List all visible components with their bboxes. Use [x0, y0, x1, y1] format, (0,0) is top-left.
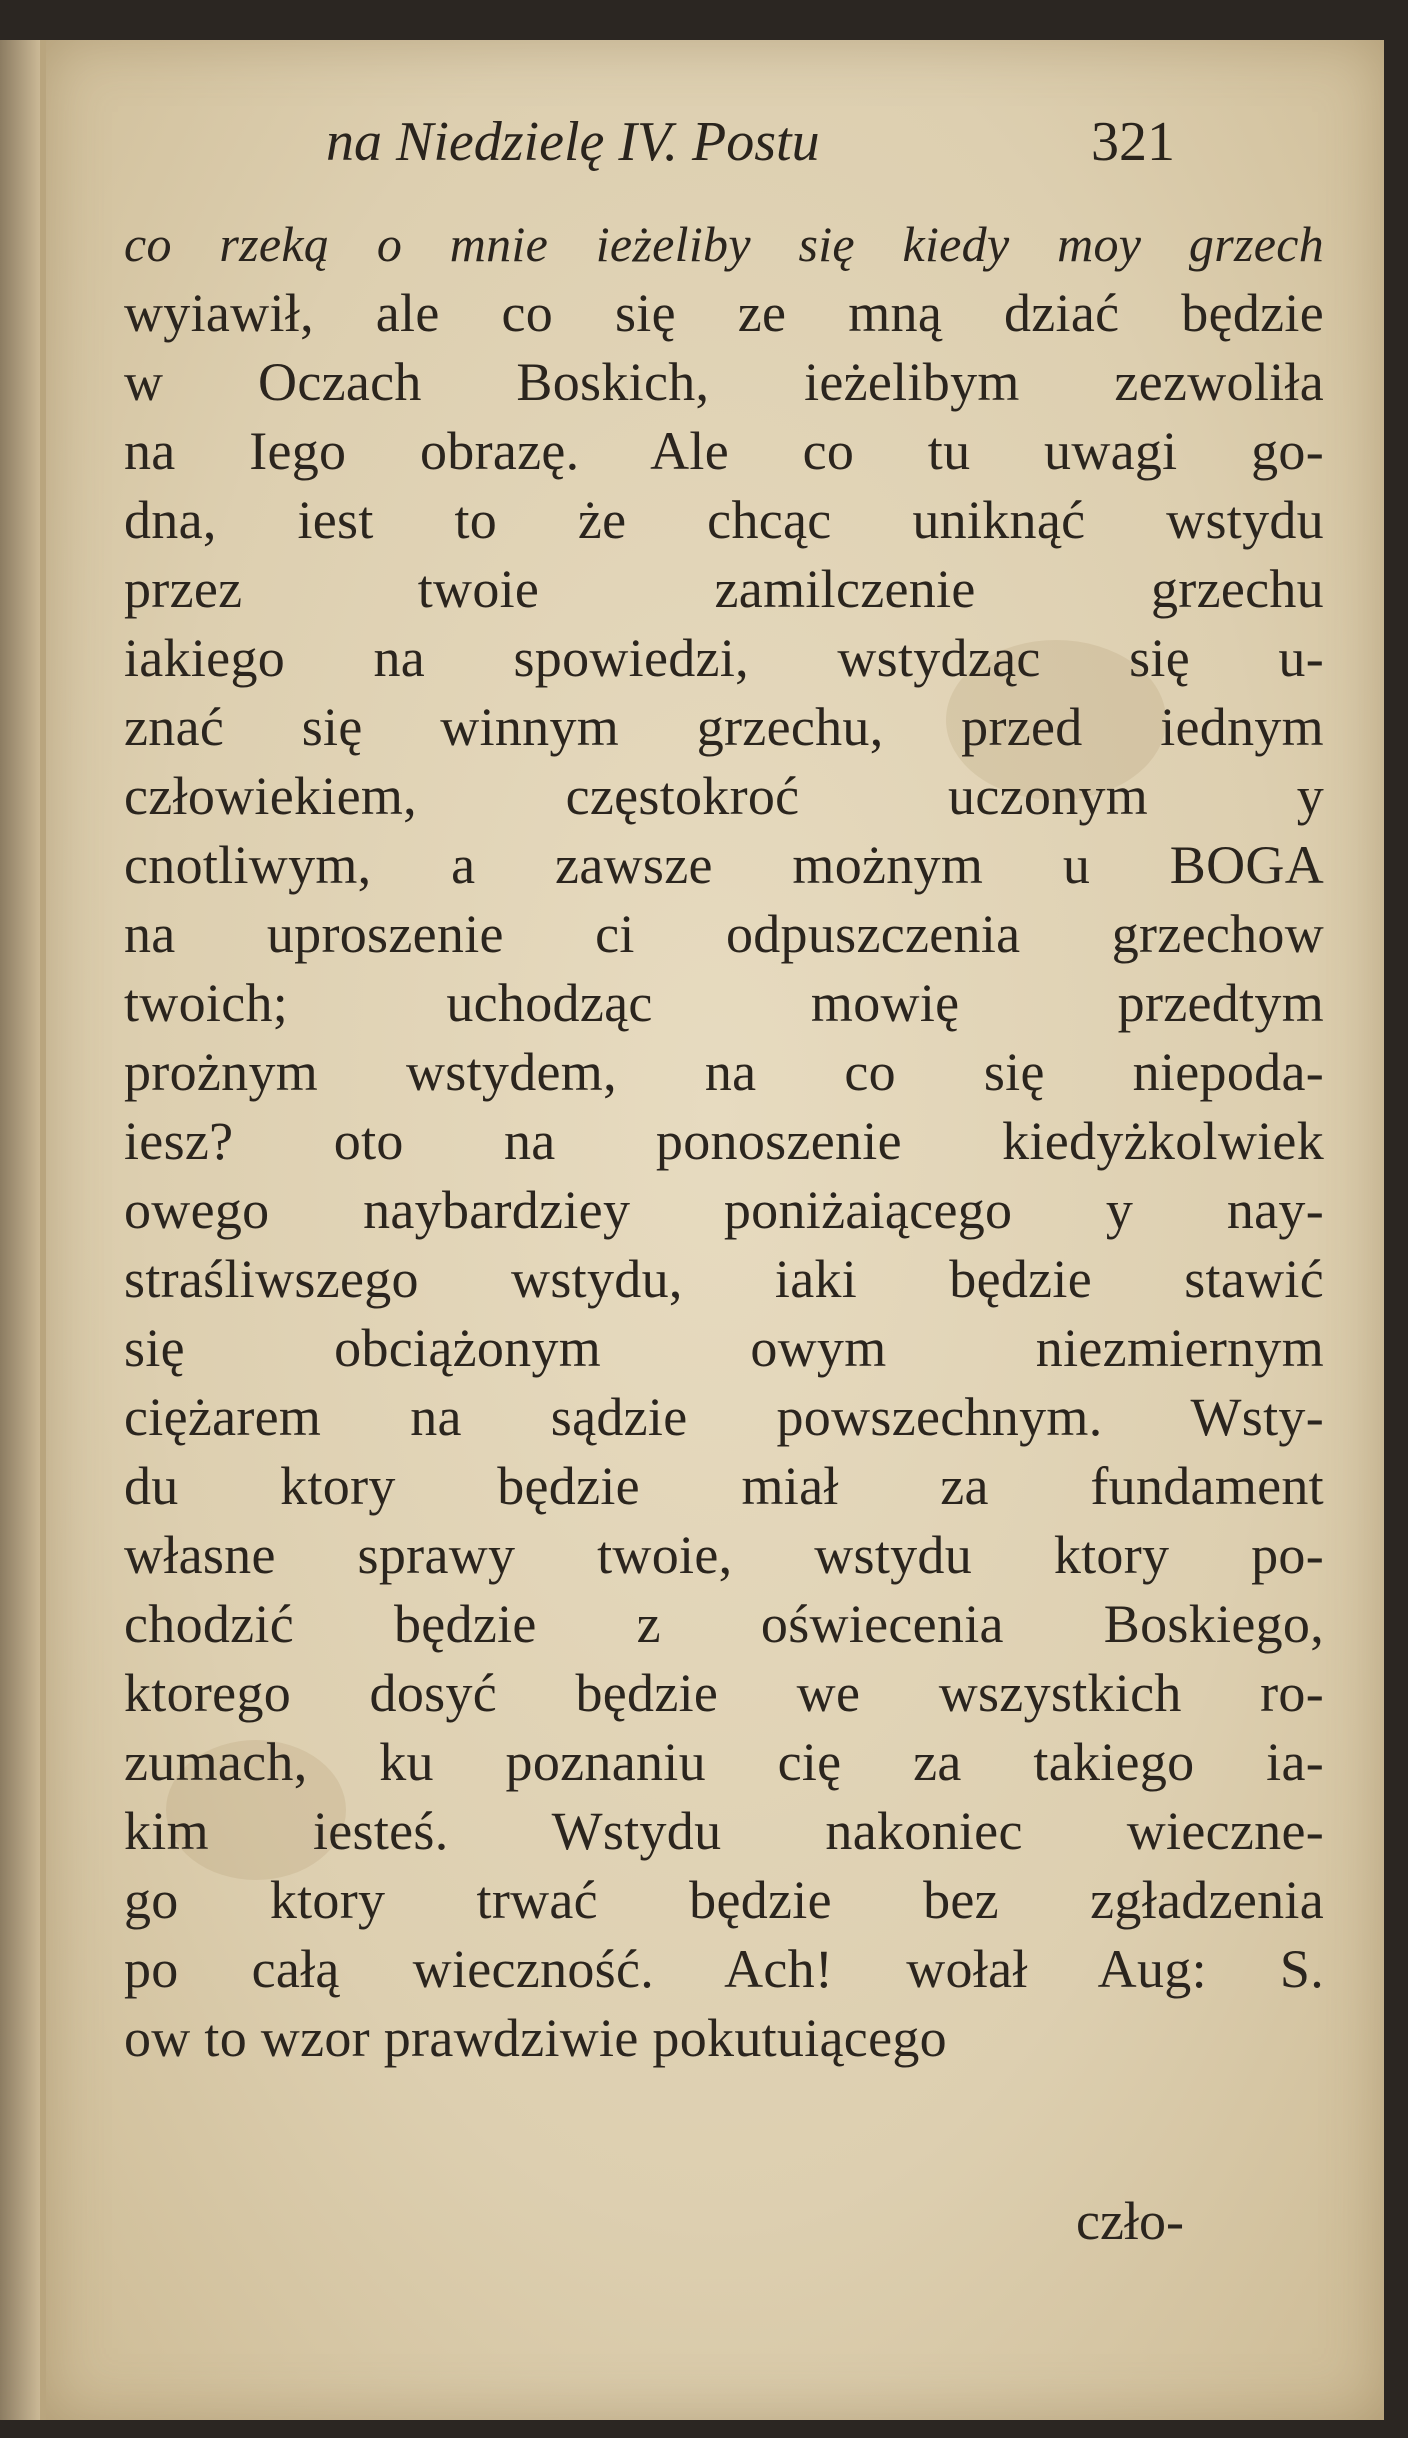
text-line: du ktory będzie miał za fundament	[124, 1456, 1324, 1516]
book-page	[40, 40, 1384, 2420]
text-line: znać się winnym grzechu, przed iednym	[124, 697, 1324, 757]
text-line: iakiego na spowiedzi, wstydząc się u-	[124, 628, 1324, 688]
body-text	[124, 210, 1324, 2073]
text-line: przez twoie zamilczenie grzechu	[124, 559, 1324, 619]
text-line: kim iesteś. Wstydu nakoniec wieczne-	[124, 1801, 1324, 1861]
text-line: w Oczach Boskich, ieżelibym zezwoliła	[124, 352, 1324, 412]
text-line: prożnym wstydem, na co się niepoda-	[124, 1042, 1324, 1102]
text-line: dna, iest to że chcąc uniknąć wstydu	[124, 490, 1324, 550]
text-line: własne sprawy twoie, wstydu ktory po-	[124, 1525, 1324, 1585]
running-head	[46, 110, 1384, 190]
text-line: ktorego dosyć będzie we wszystkich ro-	[124, 1663, 1324, 1723]
text-line: na uproszenie ci odpuszczenia grzechow	[124, 904, 1324, 964]
book-gutter	[0, 40, 40, 2420]
text-line: na Iego obrazę. Ale co tu uwagi go-	[124, 421, 1324, 481]
page-number: 321	[1091, 111, 1175, 173]
text-line: owego naybardziey poniżaiącego y nay-	[124, 1180, 1324, 1240]
text-line: iesz? oto na ponoszenie kiedyżkolwiek	[124, 1111, 1324, 1171]
text-line: zumach, ku poznaniu cię za takiego ia-	[124, 1732, 1324, 1792]
text-line: straśliwszego wstydu, iaki będzie stawić	[124, 1249, 1324, 1309]
text-line: wyiawił, ale co się ze mną dziać będzie	[124, 283, 1324, 343]
text-line: chodzić będzie z oświecenia Boskiego,	[124, 1594, 1324, 1654]
text-line: ciężarem na sądzie powszechnym. Wsty-	[124, 1387, 1324, 1447]
text-line: co rzeką o mnie ieżeliby się kiedy moy grzech	[124, 216, 1324, 272]
text-line: ow to wzor prawdziwie pokutuiącego	[124, 2008, 947, 2068]
text-line: po całą wieczność. Ach! wołał Aug: S.	[124, 1939, 1324, 1999]
text-line: cnotliwym, a zawsze możnym u BOGA	[124, 835, 1324, 895]
text-line: się obciążonym owym niezmiernym	[124, 1318, 1324, 1378]
catchword: czło-	[1076, 2191, 1184, 2251]
text-line: twoich; uchodząc mowię przedtym	[124, 973, 1324, 1033]
text-line: człowiekiem, częstokroć uczonym y	[124, 766, 1324, 826]
text-line: go ktory trwać będzie bez zgładzenia	[124, 1870, 1324, 1930]
running-head-title: na Niedzielę IV. Postu	[326, 111, 820, 173]
